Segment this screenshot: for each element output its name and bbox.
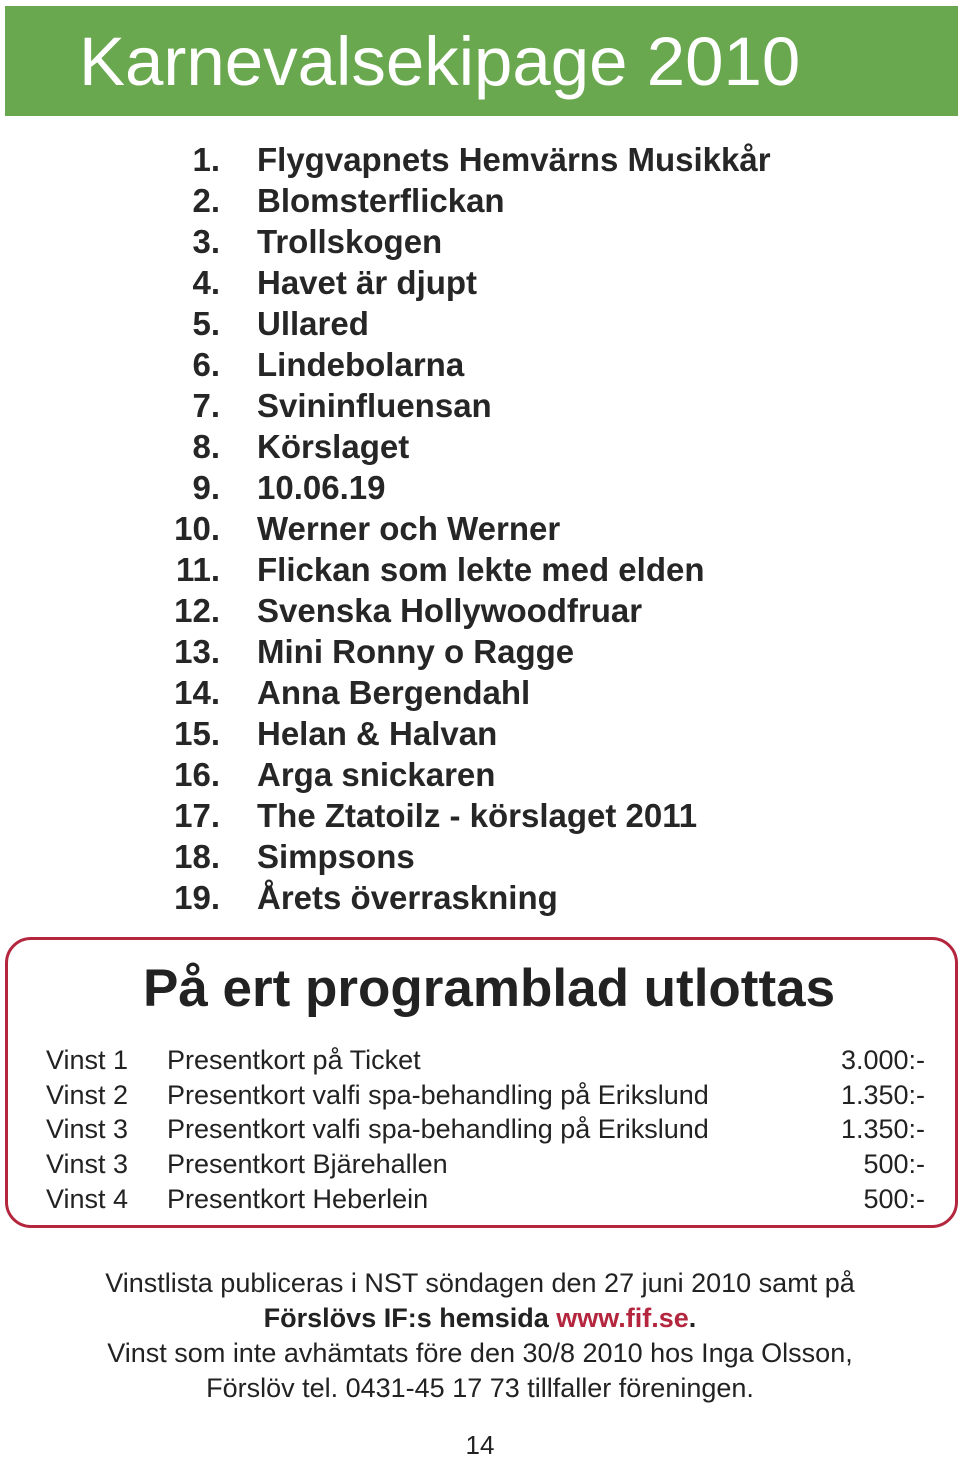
entry-number: 15. (174, 715, 220, 752)
entry-number: 18. (174, 838, 220, 875)
list-item (0, 672, 960, 713)
entry-name: Arga snickaren (257, 756, 496, 793)
website-link[interactable]: www.fif.se (556, 1303, 689, 1333)
entry-number: 9. (192, 469, 220, 506)
list-item (0, 631, 960, 672)
footer-notice (0, 1266, 960, 1406)
entry-number: 8. (192, 428, 220, 465)
prize-amount: 500:- (863, 1149, 925, 1180)
footer-line: Förslöv tel. 0431-45 17 73 tillfaller föreningen. (206, 1373, 754, 1403)
prize-list (8, 1043, 955, 1216)
entry-number: 11. (175, 551, 220, 588)
entry-name: Mini Ronny o Ragge (257, 633, 575, 670)
list-item (0, 385, 960, 426)
entry-number: 2. (192, 182, 220, 219)
title-banner (5, 6, 958, 116)
entry-number: 7. (192, 387, 220, 424)
list-item (0, 139, 960, 180)
entry-name: Helan & Halvan (257, 715, 498, 752)
page-number: 14 (465, 1430, 495, 1460)
list-item (0, 344, 960, 385)
prize-row (8, 1147, 955, 1182)
prize-description: Presentkort på Ticket (167, 1045, 421, 1075)
prize-label: Vinst 1 (46, 1045, 129, 1075)
entry-number: 1. (192, 141, 220, 178)
entry-number: 4. (192, 264, 220, 301)
entry-number: 14. (174, 674, 220, 711)
prize-row (8, 1078, 955, 1113)
entry-number: 6. (192, 346, 220, 383)
entry-name: Havet är djupt (257, 264, 478, 301)
prize-row (8, 1112, 955, 1147)
entry-name: Svenska Hollywoodfruar (257, 592, 643, 629)
entry-name: Flygvapnets Hemvärns Musikkår (257, 141, 771, 178)
footer-line: Vinst som inte avhämtats före den 30/8 2010 hos Inga Olsson, (107, 1338, 853, 1368)
entry-name: Flickan som lekte med elden (257, 551, 705, 588)
entry-name: Årets överraskning (257, 879, 558, 916)
list-item (0, 221, 960, 262)
list-item (0, 262, 960, 303)
prize-box (5, 937, 958, 1228)
prize-description: Presentkort valfi spa-behandling på Erikslund (167, 1114, 709, 1145)
prize-description: Presentkort valfi spa-behandling på Erikslund (167, 1079, 709, 1110)
list-item (0, 877, 960, 918)
entry-name: Werner och Werner (257, 510, 561, 547)
entry-name: Blomsterflickan (257, 182, 505, 219)
list-item (0, 754, 960, 795)
prize-row (8, 1043, 955, 1078)
entry-name: Lindebolarna (257, 346, 465, 383)
footer-text-bold: Förslövs IF:s hemsida (263, 1303, 557, 1333)
prize-description: Presentkort Bjärehallen (167, 1149, 448, 1180)
list-item (0, 426, 960, 467)
entry-number: 17. (174, 797, 220, 834)
footer-line: Vinstlista publiceras i NST söndagen den 27 juni 2010 samt på (105, 1268, 855, 1298)
prize-row (8, 1182, 955, 1217)
page-title: Karnevalsekipage 2010 (79, 23, 801, 100)
prize-amount: 3.000:- (840, 1045, 925, 1075)
list-item (0, 713, 960, 754)
entry-name: Anna Bergendahl (257, 674, 531, 711)
entry-name: Trollskogen (257, 223, 443, 260)
prize-label: Vinst 4 (46, 1183, 129, 1214)
prize-label: Vinst 2 (46, 1079, 129, 1110)
prize-amount: 1.350:- (840, 1079, 925, 1110)
footer-period: . (688, 1303, 697, 1333)
entry-name: Körslaget (257, 428, 410, 465)
entry-number: 12. (174, 592, 220, 629)
prize-label: Vinst 3 (46, 1114, 129, 1145)
list-item (0, 795, 960, 836)
prize-heading: På ert programblad utlottas (143, 959, 836, 1018)
list-item (0, 590, 960, 631)
entry-number: 16. (174, 756, 220, 793)
prize-amount: 500:- (863, 1183, 925, 1214)
entry-name: The Ztatoilz - körslaget 2011 (257, 797, 698, 834)
list-item (0, 303, 960, 344)
prize-label: Vinst 3 (46, 1149, 129, 1180)
entry-list (0, 139, 960, 918)
prize-description: Presentkort Heberlein (167, 1183, 429, 1214)
entry-number: 19. (174, 879, 220, 916)
entry-number: 13. (174, 633, 220, 670)
entry-name: Simpsons (257, 838, 415, 875)
list-item (0, 549, 960, 590)
prize-amount: 1.350:- (840, 1114, 925, 1145)
entry-name: Ullared (257, 305, 369, 342)
entry-name: Svininfluensan (257, 387, 492, 424)
list-item (0, 836, 960, 877)
list-item (0, 467, 960, 508)
entry-name: 10.06.19 (257, 469, 386, 506)
footer-line (0, 1301, 960, 1336)
entry-number: 5. (192, 305, 220, 342)
list-item (0, 508, 960, 549)
entry-number: 3. (192, 223, 220, 260)
entry-number: 10. (174, 510, 220, 547)
list-item (0, 180, 960, 221)
